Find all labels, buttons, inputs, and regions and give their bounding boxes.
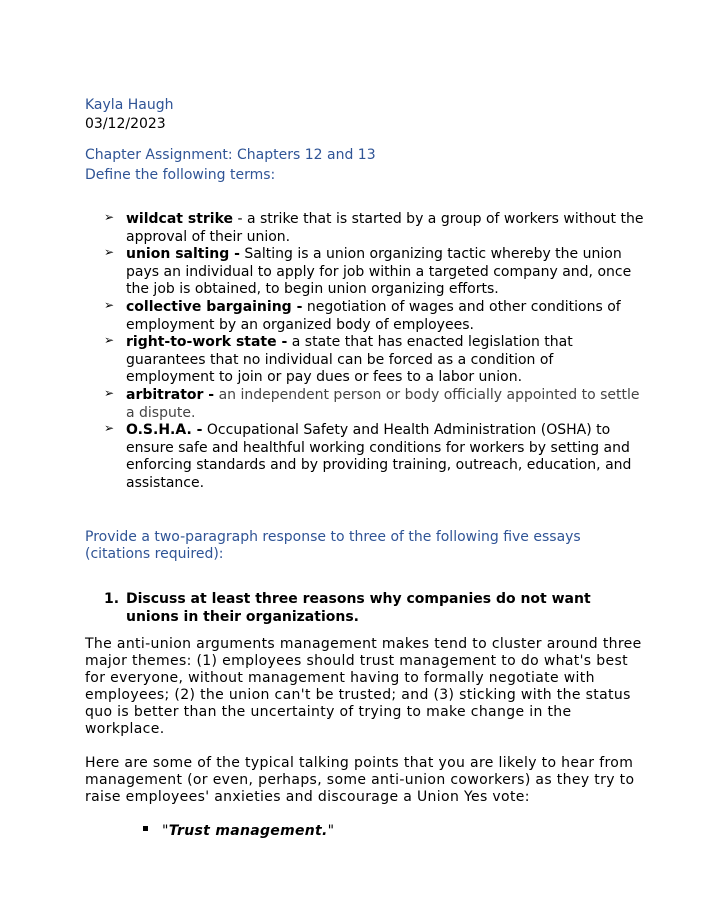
term-separator: -	[233, 211, 247, 227]
term-name: wildcat strike	[126, 211, 234, 227]
arrow-bullet-icon: ➢	[104, 421, 115, 435]
bullet-item	[162, 823, 334, 840]
response-paragraph-1: The anti-union arguments management makes tend to cluster around three major themes: (1) employees should trust management to do what's best for everyone, without management having to formally negotiate with employees; (2) the union can't be trusted; and (3) sticking with the status quo is better than the uncertainty of trying to make change in the workplace.	[85, 636, 642, 737]
arrow-bullet-icon: ➢	[104, 298, 115, 312]
arrow-bullet-icon: ➢	[104, 333, 115, 347]
term-definition: a strike that is started by a group of workers without the approval of their union.	[126, 211, 644, 245]
assignment-title: Chapter Assignment: Chapters 12 and 13	[85, 147, 376, 163]
term-entry	[126, 299, 646, 334]
bullet-item-text: Trust management.	[168, 823, 328, 839]
term-entry	[126, 422, 642, 493]
response-paragraph-2: Here are some of the typical talking points that you are likely to hear from management (or even, perhaps, some anti-union coworkers) as they try to raise employees' anxieties and discourage a Union Yes vote:	[85, 755, 635, 805]
date: 03/12/2023	[85, 116, 166, 132]
term-entry	[126, 246, 646, 299]
term-name: union salting -	[126, 246, 240, 262]
arrow-bullet-icon: ➢	[104, 210, 115, 224]
instruction: Define the following terms:	[85, 167, 276, 183]
essay-prompt-line-1: Provide a two-paragraph response to three of the following five essays	[85, 529, 581, 545]
essay-prompt-line-2: (citations required):	[85, 546, 224, 562]
term-entry	[126, 211, 646, 246]
term-definition: Salting is a union organizing tactic whereby the union pays an individual to apply for job within a targeted company and, once the job is obtained, to begin union organizing efforts.	[126, 246, 632, 298]
term-name: right-to-work state -	[126, 334, 288, 350]
close-quote: "	[327, 823, 335, 839]
term-definition: negotiation of wages and other conditions of employment by an organized body of employees.	[126, 299, 621, 333]
term-name: collective bargaining -	[126, 299, 303, 315]
arrow-bullet-icon: ➢	[104, 245, 115, 259]
open-quote: "	[162, 823, 169, 839]
term-entry	[126, 387, 646, 422]
term-definition: a state that has enacted legislation that guarantees that no individual can be forced as a condition of employment to join or pay dues or fees to a labor union.	[126, 334, 573, 386]
term-definition: an independent person or body officially appointed to settle a dispute.	[126, 387, 640, 421]
term-entry	[126, 334, 646, 387]
question-text: Discuss at least three reasons why companies do not want unions in their organizations.	[126, 591, 591, 625]
term-name: arbitrator -	[126, 387, 215, 403]
question-number: 1.	[104, 591, 120, 607]
author-name: Kayla Haugh	[85, 97, 174, 113]
square-bullet-icon	[143, 826, 148, 831]
arrow-bullet-icon: ➢	[104, 386, 115, 400]
term-name: O.S.H.A. -	[126, 422, 203, 438]
term-definition: Occupational Safety and Health Administration (OSHA) to ensure safe and healthful working conditions for workers by setting and enforcing standards and by providing training, outreach, education, and assistance.	[126, 422, 632, 492]
